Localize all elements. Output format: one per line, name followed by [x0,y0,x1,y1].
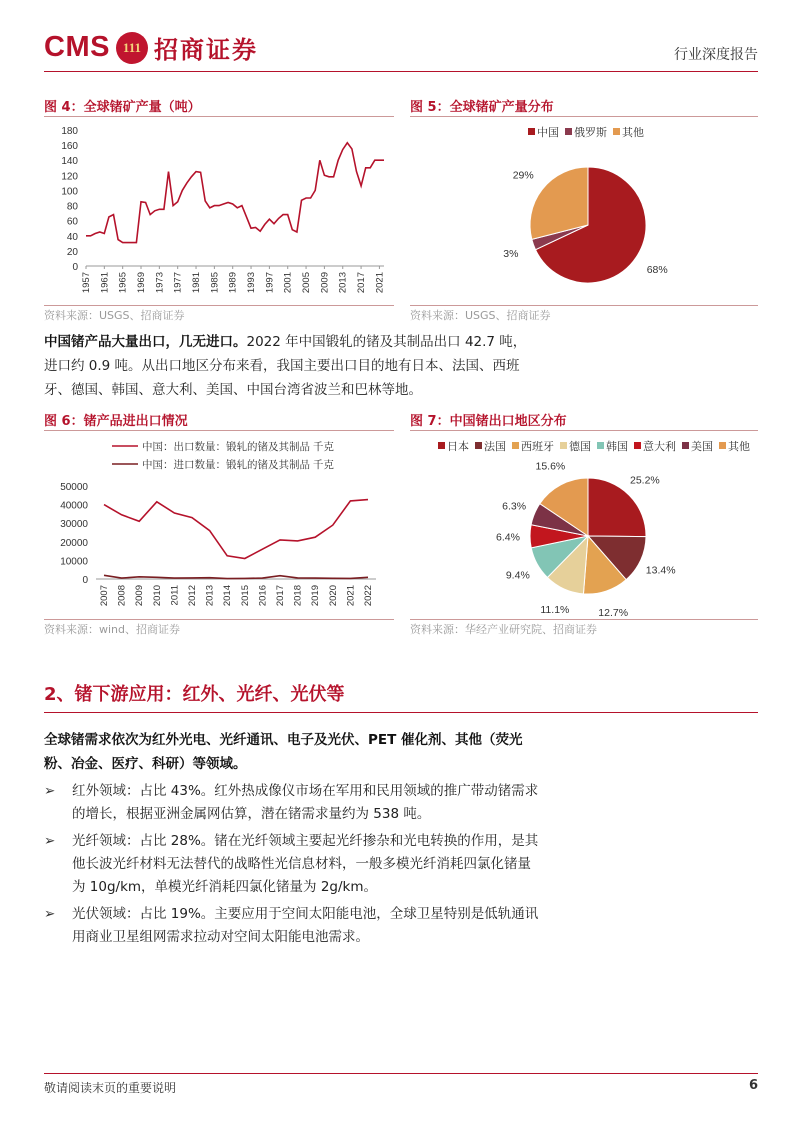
brand-logo [44,30,258,65]
paragraph-export-lead: 中国锗产品大量出口，几无进口。 [44,334,247,350]
bullet-infrared [44,780,539,826]
logo-text: CMS [44,31,110,63]
fig4-xtick-label: 1965 [117,272,129,294]
fig6-xtick-label: 2014 [222,585,234,607]
fig7-data-label: 9.4% [505,569,530,582]
brand-name: 招商证券 [153,36,258,64]
fig4-ytick-label: 40 [66,231,78,243]
bullet-photovoltaic [44,903,539,949]
fig4-ytick-label: 180 [61,126,78,137]
fig6-xtick-label: 2016 [257,585,269,607]
fig6-xtick-label: 2021 [345,585,357,607]
fig6-title-divider [44,430,394,431]
fig5-legend-label: 俄罗斯 [574,127,607,139]
fig6-xtick-label: 2020 [327,585,339,607]
fig7-legend-label: 意大利 [643,441,676,453]
fig4-ytick-label: 120 [61,171,78,183]
fig7-legend-label: 西班牙 [521,441,554,453]
fig4-xtick-label: 1985 [209,272,221,294]
report-type: 行业深度报告 [674,47,758,63]
section-title: 2、锗下游应用：红外、光纤、光伏等 [44,684,345,705]
fig5-legend-swatch [528,128,535,135]
fig4-xtick-label: 2001 [282,272,294,294]
fig5-title-divider [410,116,758,117]
fig6-ytick-label: 40000 [60,500,88,512]
fig6-xtick-label: 2022 [363,585,374,607]
fig4-xtick-label: 2017 [356,272,368,294]
fig4-xtick-label: 2009 [319,272,331,294]
fig6-source: 资料来源：wind、招商证券 [44,623,181,636]
fig5-title: 图 5：全球锗矿产量分布 [410,100,554,115]
fig6-xtick-label: 2015 [239,585,251,607]
fig7-legend-label: 其他 [728,441,750,453]
logo-seal-icon: 111 [116,32,148,64]
fig7-legend-swatch [475,442,482,449]
fig7-title-divider [410,430,758,431]
fig7-data-label: 25.2% [629,474,660,487]
fig6-ytick-label: 0 [82,575,88,586]
fig6-source-divider [44,619,394,620]
fig6-xtick-label: 2018 [292,585,304,607]
fig6-xtick-label: 2010 [151,585,163,607]
bullet-text: 红外领域：占比 43%。红外热成像仪市场在军用和民用领域的推广带动锗需求的增长，根据亚洲金属网估算，潜在锗需求量约为 538 吨。 [72,783,539,822]
footer-note: 敬请阅读末页的重要说明 [44,1081,177,1095]
fig7-legend-label: 法国 [484,441,506,453]
fig7-legend-swatch [597,442,604,449]
fig7-legend-swatch [560,442,567,449]
fig6-ytick-label: 20000 [60,537,88,549]
footer-divider [44,1073,758,1074]
fig6-ytick-label: 30000 [60,519,88,531]
fig7-data-label: 15.6% [535,460,566,473]
fig7-legend-swatch [719,442,726,449]
fig7-legend-swatch [512,442,519,449]
fig4-xtick-label: 1989 [227,272,239,294]
fig7-title: 图 7：中国锗出口地区分布 [410,414,567,429]
bullet-arrow-icon: ➢ [44,906,56,922]
section-divider [44,712,758,713]
header-divider [44,71,758,72]
fig6-xtick-label: 2008 [116,585,128,607]
fig6-ytick-label: 50000 [60,482,88,493]
fig7-legend-label: 日本 [447,441,469,453]
fig4-xtick-label: 1973 [154,272,166,294]
page-number: 6 [748,1078,758,1093]
fig4-source-divider [44,305,394,306]
fig7-data-label: 13.4% [645,564,676,577]
fig5-chart [410,120,758,302]
fig4-source: 资料来源：USGS、招商证券 [44,309,185,322]
fig7-data-label: 6.4% [496,531,520,544]
fig5-legend-swatch [613,128,620,135]
fig6-xtick-label: 2012 [187,585,198,607]
fig4-xtick-label: 1961 [99,272,111,294]
fig4-xtick-label: 1997 [264,272,276,294]
fig6-xtick-label: 2011 [169,585,181,606]
fig6-title: 图 6：锗产品进出口情况 [44,414,188,429]
fig7-data-label: 6.3% [502,500,527,513]
fig6-series-line [104,500,368,559]
fig7-source: 资料来源：华经产业研究院、招商证券 [410,623,597,636]
fig5-legend-label: 中国 [537,127,559,139]
fig6-xtick-label: 2019 [310,585,322,607]
fig4-ytick-label: 60 [66,216,78,228]
fig4-xtick-label: 1993 [246,272,258,294]
fig7-legend-label: 德国 [569,441,591,453]
paragraph-export-body: 2022 年中国锻轧的锗及其制品出口 42.7 吨，进口约 0.9 吨。从出口地区分布来看，我国主要出口目的地有日本、法国、西班牙、德国、韩国、意大利、美国、中国台湾省波兰和巴林等地。 [44,334,527,398]
bullet-fiber [44,830,539,899]
fig4-series-line [86,143,384,243]
paragraph-export [44,330,539,402]
fig6-chart [44,434,394,616]
fig7-legend-swatch [682,442,689,449]
fig5-legend-swatch [565,128,572,135]
fig7-data-label: 11.1% [540,603,570,616]
fig5-legend-label: 其他 [622,127,644,139]
fig5-data-label: 68% [646,263,668,276]
fig5-source: 资料来源：USGS、招商证券 [410,309,551,322]
fig4-chart [44,120,394,302]
fig7-chart [410,434,758,616]
fig4-ytick-label: 100 [61,186,78,198]
fig4-xtick-label: 2021 [374,272,386,294]
bullet-arrow-icon: ➢ [44,833,56,849]
fig7-legend-swatch [438,442,445,449]
fig4-xtick-label: 1969 [136,272,148,294]
fig4-xtick-label: 2005 [301,272,313,294]
fig4-xtick-label: 1977 [172,272,184,294]
fig6-xtick-label: 2017 [275,585,286,607]
fig6-legend-label: 中国：进口数量：锻轧的锗及其制品 千克 [142,459,334,471]
fig5-data-label: 29% [512,169,534,182]
fig4-ytick-label: 0 [72,262,78,273]
fig4-xtick-label: 2013 [337,272,349,294]
bullet-arrow-icon: ➢ [44,783,56,799]
bullet-text: 光伏领域：占比 19%。主要应用于空间太阳能电池，全球卫星特别是低轨通讯用商业卫星组网需求拉动对空间太阳能电池需求。 [72,906,539,945]
fig6-xtick-label: 2013 [204,585,216,607]
fig4-ytick-label: 20 [66,246,78,258]
paragraph-demand-text: 全球锗需求依次为红外光电、光纤通讯、电子及光伏、PET 催化剂、其他（荧光粉、冶金、医疗、科研）等领域。 [44,732,523,772]
fig4-xtick-label: 1981 [191,272,203,294]
fig4-ytick-label: 160 [61,141,78,153]
fig6-ytick-label: 10000 [60,556,88,568]
fig4-ytick-label: 80 [66,201,78,213]
fig4-title: 图 4：全球锗矿产量（吨） [44,100,201,115]
bullet-text: 光纤领域：占比 28%。锗在光纤领域主要起光纤掺杂和光电转换的作用，是其他长波光纤材料无法替代的战略性光信息材料，一般多模光纤消耗四氯化锗量为 10g/km，单模光纤消耗四氯化锗量为 2g/km。 [72,833,539,895]
fig7-source-divider [410,619,758,620]
fig6-xtick-label: 2007 [99,585,110,607]
paragraph-demand [44,728,539,776]
fig5-data-label: 3% [503,247,519,260]
fig4-title-divider [44,116,394,117]
fig6-legend-label: 中国：出口数量：锻轧的锗及其制品 千克 [142,441,334,453]
fig4-ytick-label: 140 [61,156,78,168]
fig7-legend-label: 美国 [691,441,713,453]
fig7-legend-label: 韩国 [606,441,628,453]
fig6-series-line [104,575,368,578]
fig7-data-label: 12.7% [598,606,629,616]
fig7-slice [588,478,646,537]
fig7-legend-swatch [634,442,641,449]
fig4-xtick-label: 1957 [81,272,92,294]
fig6-xtick-label: 2009 [134,585,146,607]
fig5-source-divider [410,305,758,306]
